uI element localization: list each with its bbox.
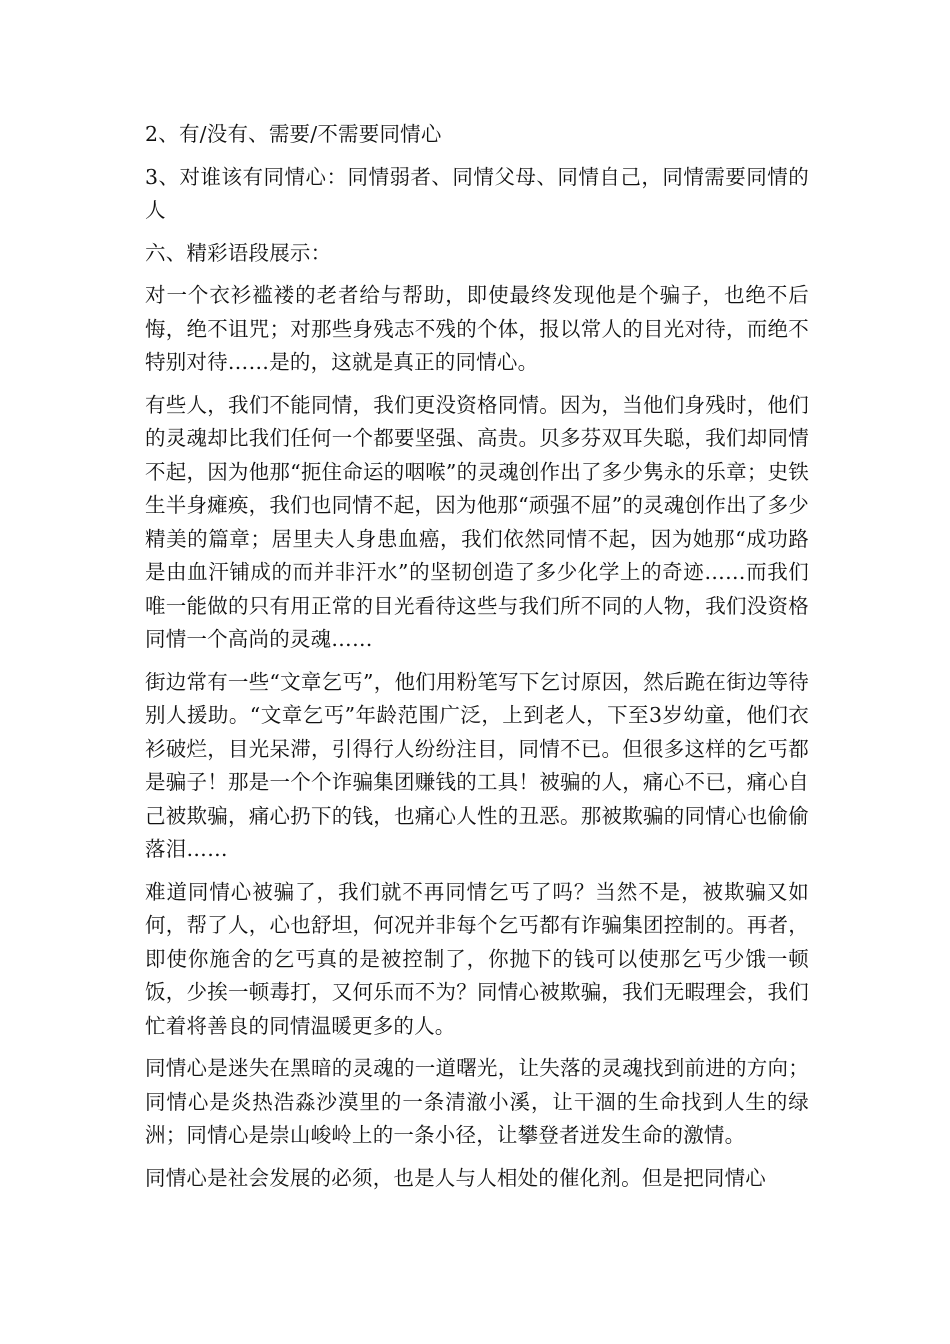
paragraph-2: 有些人，我们不能同情，我们更没资格同情。因为，当他们身残时，他们的灵魂却比我们任何一个都要坚强、高贵。贝多芬双耳失聪，我们却同情不起，因为他那“扼住命运的咽喉”的灵魂创作出了多少隽永的乐章；史铁生半身瘫痪，我们也同情不起，因为他那“顽强不屈”的灵魂创作出了多少精美的篇章；居里夫人身患血癌，我们依然同情不起，因为她那“成功路是由血汗铺成的而并非汗水”的坚韧创造了多少化学上的奇迹……而我们唯一能做的只有用正常的目光看待这些与我们所不同的人物，我们没资格同情一个高尚的灵魂……: [145, 392, 809, 651]
paragraph-3: 街边常有一些“文章乞丐”，他们用粉笔写下乞讨原因，然后跪在街边等待别人援助。“文章乞丐”年龄范围广泛，上到老人，下至3岁幼童，他们衣衫破烂，目光呆滞，引得行人纷纷注目，同情不已。但很多这样的乞丐都是骗子！那是一个个诈骗集团赚钱的工具！被骗的人，痛心不已，痛心自己被欺骗，痛心扔下的钱，也痛心人性的丑恶。那被欺骗的同情心也偷偷落泪……: [145, 669, 809, 861]
paragraph-1: 对一个衣衫褴褛的老者给与帮助，即使最终发现他是个骗子，也绝不后悔，绝不诅咒；对那些身残志不残的个体，报以常人的目光对待，而绝不特别对待……是的，这就是真正的同情心。: [145, 283, 809, 374]
paragraph-5: 同情心是迷失在黑暗的灵魂的一道曙光，让失落的灵魂找到前进的方向；同情心是炎热浩淼沙漠里的一条清澈小溪，让干涸的生命找到人生的绿洲；同情心是崇山峻岭上的一条小径，让攀登者迸发生命的激情。: [145, 1056, 809, 1147]
list-item-2: 2、有/没有、需要/不需要同情心: [145, 122, 442, 146]
paragraph-4: 难道同情心被骗了，我们就不再同情乞丐了吗？当然不是，被欺骗又如何，帮了人，心也舒坦，何况并非每个乞丐都有诈骗集团控制的。再者，即使你施舍的乞丐真的是被控制了，你抛下的钱可以使那乞丐少饿一顿饭，少挨一顿毒打，又何乐而不为？同情心被欺骗，我们无暇理会，我们忙着将善良的同情温暖更多的人。: [145, 879, 809, 1038]
section-heading: 六、精彩语段展示：: [145, 240, 332, 265]
paragraph-6: 同情心是社会发展的必须，也是人与人相处的催化剂。但是把同情心: [145, 1165, 766, 1190]
document-body: [145, 118, 809, 1204]
list-item-3: 3、对谁该有同情心：同情弱者、同情父母、同情自己，同情需要同情的人: [145, 164, 809, 222]
